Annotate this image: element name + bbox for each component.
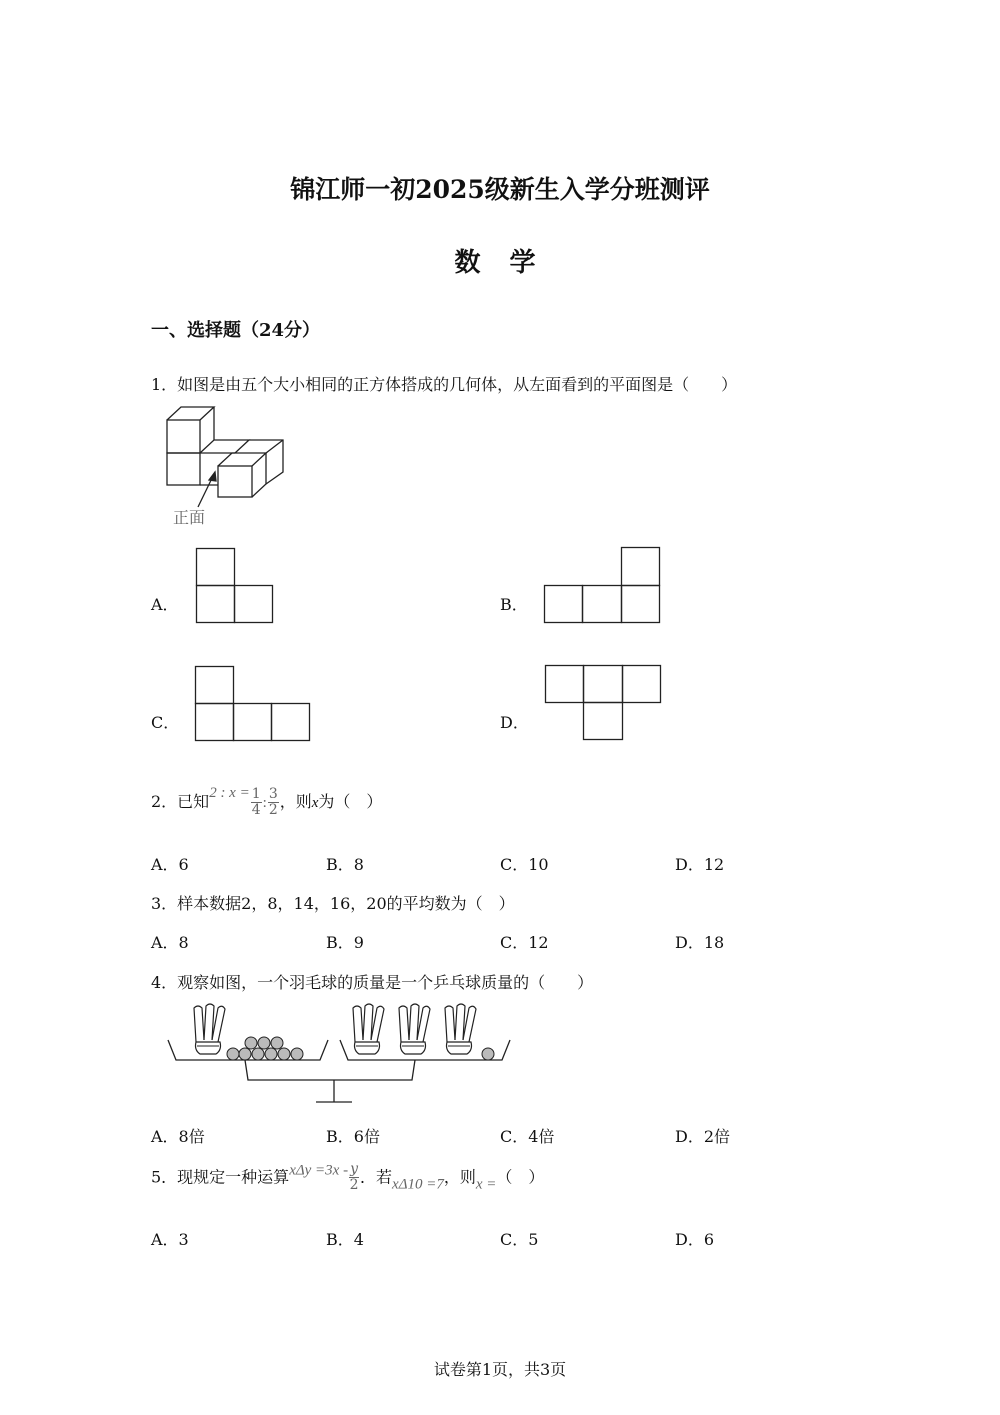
q5-option-a: A．3 [151, 1230, 189, 1249]
fraction-one-quarter: $\frac{1}{4}$ [251, 785, 261, 818]
question-3-text: 3．样本数据2，8，14，16，20的平均数为（ ） [151, 894, 515, 913]
subject-heading: 数 学 [454, 248, 546, 278]
q4-option-b: B．6倍 [326, 1127, 380, 1146]
q5-option-c: C．5 [500, 1230, 539, 1249]
exam-title: 锦江师一初2025级新生入学分班测评 [290, 175, 710, 204]
balance-scale-figure [160, 998, 520, 1108]
q4-option-c: C．4倍 [500, 1127, 555, 1146]
option-d-figure [545, 665, 662, 742]
q4-option-a: A．8倍 [151, 1127, 205, 1146]
q5-option-b: B．4 [326, 1230, 364, 1249]
option-c-figure [195, 666, 310, 742]
option-a-label: A． [151, 595, 179, 614]
q3-option-c: C．12 [500, 933, 549, 952]
q3-option-d: D．18 [675, 933, 725, 952]
q4-option-d: D．2倍 [675, 1127, 731, 1146]
q5-option-d: D．6 [675, 1230, 715, 1249]
option-b-label: B． [500, 595, 528, 614]
fraction-y-over-2: $\frac{y}{2}$ [349, 1161, 359, 1194]
question-4-text: 4．观察如图，一个羽毛球的质量是一个乒乓球质量的（ ） [151, 973, 594, 992]
option-a-figure [196, 548, 274, 624]
question-5-text: 5．现规定一种运算xΔy =3x - $\frac{y}{2}$ ．若xΔ10 =7，则x =（ ） [151, 1161, 545, 1194]
q3-option-a: A．8 [151, 933, 189, 952]
fraction-three-halves: $\frac{3}{2}$ [268, 785, 278, 818]
page-footer: 试卷第1页，共3页 [433, 1360, 567, 1379]
question-2-text: 2．已知2 : x = $\frac{1}{4}$ : $\frac{3}{2}$ ，则x为（ ） [151, 785, 383, 818]
section-heading: 一、选择题（24分） [151, 320, 321, 341]
q3-option-b: B．9 [326, 933, 364, 952]
front-label: 正面 [173, 508, 206, 527]
q2-option-c: C．10 [500, 855, 549, 874]
q2-option-a: A．6 [151, 855, 189, 874]
question-1-text: 1．如图是由五个大小相同的正方体搭成的几何体，从左面看到的平面图是（ ） [151, 375, 738, 394]
option-d-label: D． [500, 713, 529, 732]
q2-option-d: D．12 [675, 855, 725, 874]
option-c-label: C． [151, 713, 180, 732]
q2-option-b: B．8 [326, 855, 364, 874]
option-b-figure [544, 547, 660, 624]
